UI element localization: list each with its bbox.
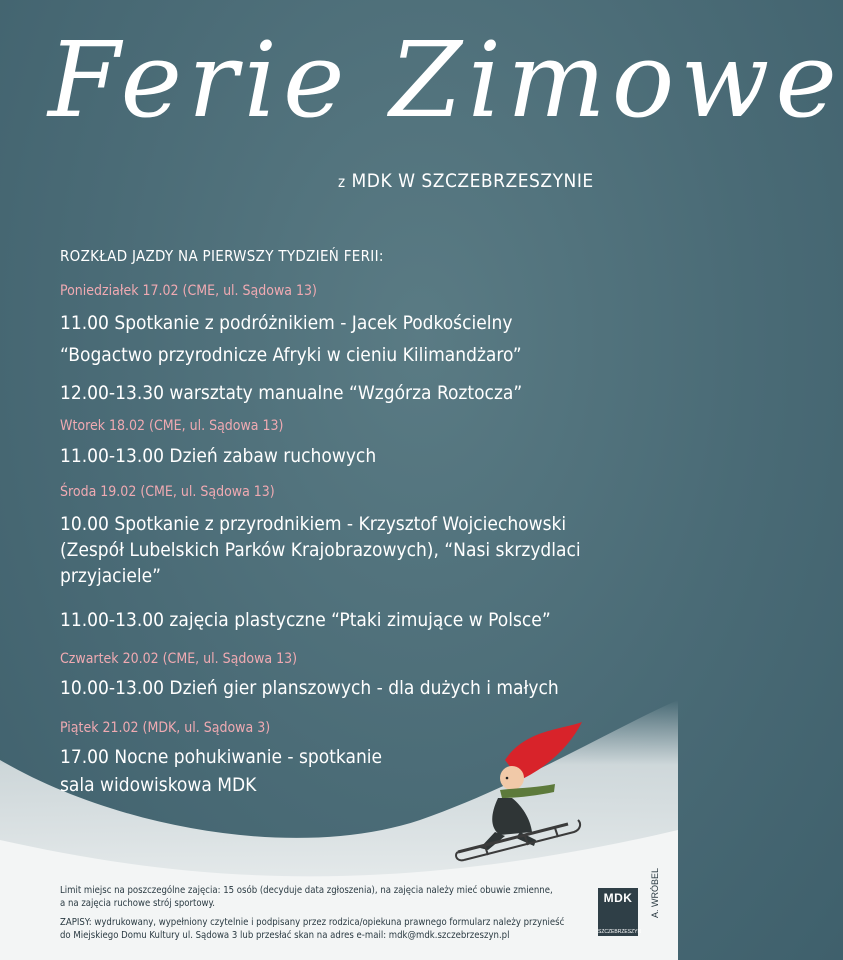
mdk-logo [598,888,642,936]
logo-subtext: SZCZEBRZESZYN [598,929,642,935]
day-label-friday: Piątek 21.02 (MDK, ul. Sądowa 3) [60,720,271,736]
day-label-wednesday: Środa 19.02 (CME, ul. Sądowa 13) [60,484,275,500]
event-item: 10.00-13.00 Dzień gier planszowych - dla dużych i małych [60,677,559,699]
footer-line: ZAPISY: wydrukowany, wypełniony czytelnie i podpisany przez rodzica/opiekuna prawnego formularz należy przynieść [60,917,565,928]
subtitle-text: MDK W SZCZEBRZESZYNIE [351,170,594,192]
event-item: przyjaciele” [60,565,161,587]
logo-text: MDK [603,891,633,905]
event-item: 10.00 Spotkanie z przyrodnikiem - Krzysztof Wojciechowski [60,513,567,535]
event-item: 11.00-13.00 zajęcia plastyczne “Ptaki zimujące w Polsce” [60,609,551,631]
event-item: 12.00-13.30 warsztaty manualne “Wzgórza Roztocza” [60,382,523,404]
subtitle-prefix: z [338,173,346,191]
day-label-monday: Poniedziałek 17.02 (CME, ul. Sądowa 13) [60,283,317,299]
event-item: (Zespół Lubelskich Parków Krajobrazowych), “Nasi skrzydlaci [60,539,581,561]
event-item: “Bogactwo przyrodnicze Afryki w cieniu Kilimandżaro” [60,344,522,366]
footer-line: a na zajęcia ruchowe strój sportowy. [60,898,215,909]
event-item: 11.00 Spotkanie z podróżnikiem - Jacek Podkościelny [60,312,513,334]
day-label-tuesday: Wtorek 18.02 (CME, ul. Sądowa 13) [60,418,284,434]
event-item: 17.00 Nocne pohukiwanie - spotkanie [60,746,383,768]
artist-signature: A. WRÓBEL [650,868,660,919]
day-label-thursday: Czwartek 20.02 (CME, ul. Sądowa 13) [60,651,298,667]
schedule-heading: ROZKŁAD JAZDY NA PIERWSZY TYDZIEŃ FERII: [60,247,384,265]
poster-title: Ferie Zimowe [48,19,843,141]
event-item: sala widowiskowa MDK [60,774,257,796]
footer-line: do Miejskiego Domu Kultury ul. Sądowa 3 lub przesłać skan na adres e-mail: mdk@mdk.szczebrzeszyn.pl [60,930,510,941]
event-item: 11.00-13.00 Dzień zabaw ruchowych [60,445,377,467]
child-on-sled-icon [450,720,590,870]
poster-subtitle [338,170,594,192]
footer-line: Limit miejsc na poszczególne zajęcia: 15 osób (decyduje data zgłoszenia), na zajęcia należy mieć obuwie zmienne, [60,885,553,896]
